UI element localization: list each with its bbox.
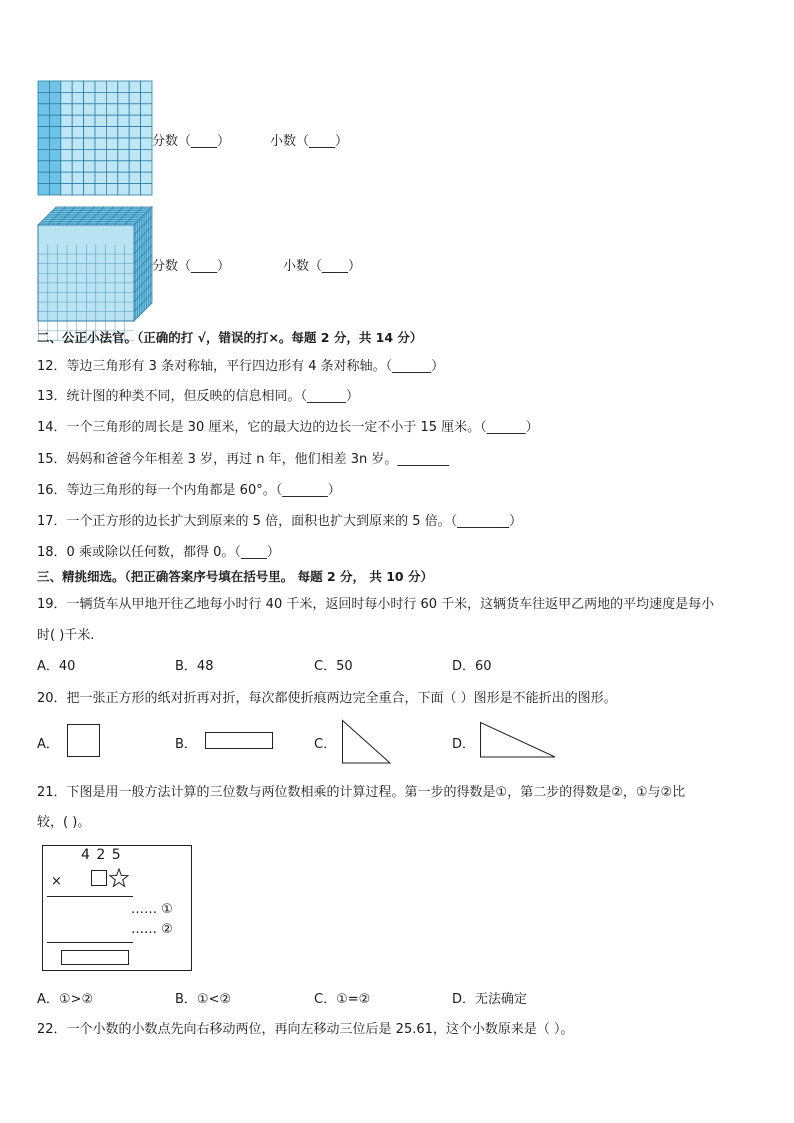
grid-cell [95,115,106,126]
grid-cell [118,127,129,138]
grid-cell [141,138,152,149]
question-17: 17．一个正方形的边长扩大到原来的 5 倍，面积也扩大到原来的 5 倍。（________） [37,514,523,529]
grid-cell [95,184,106,195]
calc-star-icon [109,868,129,888]
grid-cell [84,92,95,103]
question-22: 22．一个小数的小数点先向右移动两位，再向左移动三位后是 25.61，这个小数原来是（ ）。 [37,1022,574,1037]
question-20: 20．把一张正方形的纸对折再对折，每次都使折痕两边完全重合，下面（ ）图形是不能折出的图形。 [37,691,617,706]
calc-result-box [61,950,129,965]
grid-cell [95,81,106,92]
q20-option-c[interactable]: C． [314,737,337,752]
grid-fraction-blank: 分数（____） [152,134,231,149]
grid-cell-shaded [38,104,49,115]
grid-cell [84,138,95,149]
grid-cell-shaded [38,81,49,92]
grid-cell [72,184,83,195]
calc-multiplicand: 4 2 5 [81,847,122,863]
grid-cell [72,161,83,172]
grid-cell [141,115,152,126]
grid-cell [61,172,72,183]
q20-option-a[interactable]: A． [37,737,59,752]
grid-cell [129,161,140,172]
grid-cell [95,138,106,149]
right-triangle-shape [480,722,556,758]
square-shape [67,724,101,758]
grid-cell-shaded [49,138,60,149]
grid-cell [141,184,152,195]
section-3-title: 三、精挑细选。（把正确答案序号填在括号里。 每题 2 分， 共 10 分） [37,569,433,584]
grid-cell-shaded [38,127,49,138]
question-12: 12．等边三角形有 3 条对称轴，平行四边形有 4 条对称轴。（______） [37,359,445,374]
grid-cell [118,138,129,149]
grid-cell [84,115,95,126]
grid-cell [106,92,117,103]
calc-step-1-mark: …… ① [131,902,173,917]
grid-cell [72,81,83,92]
question-13: 13．统计图的种类不同，但反映的信息相同。（______） [37,389,360,404]
cube-fraction-blank: 分数（____） [152,259,231,274]
grid-cell [106,138,117,149]
grid-cell-shaded [49,149,60,160]
grid-cell [72,127,83,138]
grid-cell [129,115,140,126]
grid-cell [118,161,129,172]
grid-cell [72,172,83,183]
grid-cell [129,172,140,183]
grid-cell-shaded [38,172,49,183]
calc-step-2-mark: …… ② [131,922,173,937]
calc-line-1 [47,896,133,897]
grid-cell [72,138,83,149]
cube-decimal-blank: 小数（____） [283,259,362,274]
grid-cell [129,149,140,160]
grid-cell [61,104,72,115]
question-19-line1: 19．一辆货车从甲地开往乙地每小时行 40 千米，返回时每小时行 60 千米，这辆货车往返甲乙两地的平均速度是每小 [37,597,715,612]
grid-cell-shaded [38,92,49,103]
q20-option-d[interactable]: D． [452,737,476,752]
grid-cell-shaded [49,161,60,172]
grid-cell [118,104,129,115]
grid-cell [61,81,72,92]
grid-cell [118,92,129,103]
question-21-line2: 较，( )。 [37,815,91,830]
q19-option-d[interactable]: D．60 [452,659,492,674]
q20-option-b[interactable]: B． [175,737,197,752]
grid-cell [106,81,117,92]
grid-cell [61,127,72,138]
grid-cell-shaded [49,104,60,115]
grid-cell [95,161,106,172]
grid-cell [72,115,83,126]
question-16: 16．等边三角形的每一个内角都是 60°。（_______） [37,483,341,498]
grid-cell [84,81,95,92]
grid-cell [95,127,106,138]
section-2-title: 二、公正小法官。（正确的打 √，错误的打×。每题 2 分，共 14 分） [37,330,423,345]
grid-cell [118,115,129,126]
calc-line-2 [47,942,133,943]
grid-cell [106,184,117,195]
grid-cell [72,149,83,160]
grid-cell [95,149,106,160]
grid-cell [129,138,140,149]
grid-cell-shaded [49,92,60,103]
question-19-line2: 时( )千米. [37,628,95,643]
grid-cell [129,104,140,115]
grid-cell [106,127,117,138]
grid-cell [129,184,140,195]
calc-square-icon [91,870,107,886]
question-15: 15．妈妈和爸爸今年相差 3 岁，再过 n 年，他们相差 3n 岁。________ [37,452,450,467]
grid-cell-shaded [38,138,49,149]
grid-cell [106,172,117,183]
grid-cell [118,172,129,183]
grid-cell [84,127,95,138]
grid-cell [141,127,152,138]
grid-cell [72,92,83,103]
grid-cell [141,104,152,115]
grid-cell [61,138,72,149]
grid-cell [106,161,117,172]
grid-cell [106,115,117,126]
rectangle-shape [205,732,273,750]
grid-cell [141,81,152,92]
q21-option-c[interactable]: C．①=② [314,992,371,1007]
grid-cell-shaded [49,127,60,138]
isosceles-right-triangle-shape [342,720,392,764]
q19-option-c[interactable]: C．50 [314,659,353,674]
grid-cell-shaded [38,149,49,160]
grid-cell [61,149,72,160]
grid-cell-shaded [49,172,60,183]
q21-option-d[interactable]: D．无法确定 [452,992,528,1007]
grid-cell-shaded [49,184,60,195]
grid-cell [129,127,140,138]
grid-cell [84,184,95,195]
calc-times-sign: × [51,874,62,889]
grid-cell [118,149,129,160]
question-14: 14．一个三角形的周长是 30 厘米，它的最大边的边长一定不小于 15 厘米。（______） [37,420,539,435]
grid-cell-shaded [49,81,60,92]
grid-cell [95,92,106,103]
grid-cell [141,149,152,160]
grid-cell [106,149,117,160]
grid-cell [95,104,106,115]
grid-cell-shaded [38,184,49,195]
q19-option-b[interactable]: B．48 [175,659,214,674]
q21-option-b[interactable]: B．①<② [175,992,232,1007]
grid-cell [84,104,95,115]
grid-decimal-blank: 小数（____） [270,134,349,149]
hundred-grid-figure [38,81,152,195]
grid-cell [61,184,72,195]
grid-cell [129,92,140,103]
multiplication-calculation-box [42,845,192,971]
grid-cell [118,184,129,195]
grid-cell [84,161,95,172]
grid-cell-shaded [38,115,49,126]
grid-cell [72,104,83,115]
grid-cell [106,104,117,115]
question-18: 18．0 乘或除以任何数，都得 0。（____） [37,545,280,560]
grid-cell [118,81,129,92]
grid-cell [61,115,72,126]
q19-option-a[interactable]: A．40 [37,659,76,674]
grid-cell [141,92,152,103]
grid-cell [61,92,72,103]
grid-cell [84,172,95,183]
question-21-line1: 21．下图是用一般方法计算的三位数与两位数相乘的计算过程。第一步的得数是①，第二步的得数是②，①与②比 [37,785,686,800]
grid-cell [95,172,106,183]
grid-cell [129,81,140,92]
grid-cell [84,149,95,160]
thousand-cube-figure [38,205,152,321]
grid-cell [61,161,72,172]
grid-cell [141,161,152,172]
grid-cell [141,172,152,183]
q21-option-a[interactable]: A．①>② [37,992,94,1007]
grid-cell-shaded [38,161,49,172]
grid-cell-shaded [49,115,60,126]
